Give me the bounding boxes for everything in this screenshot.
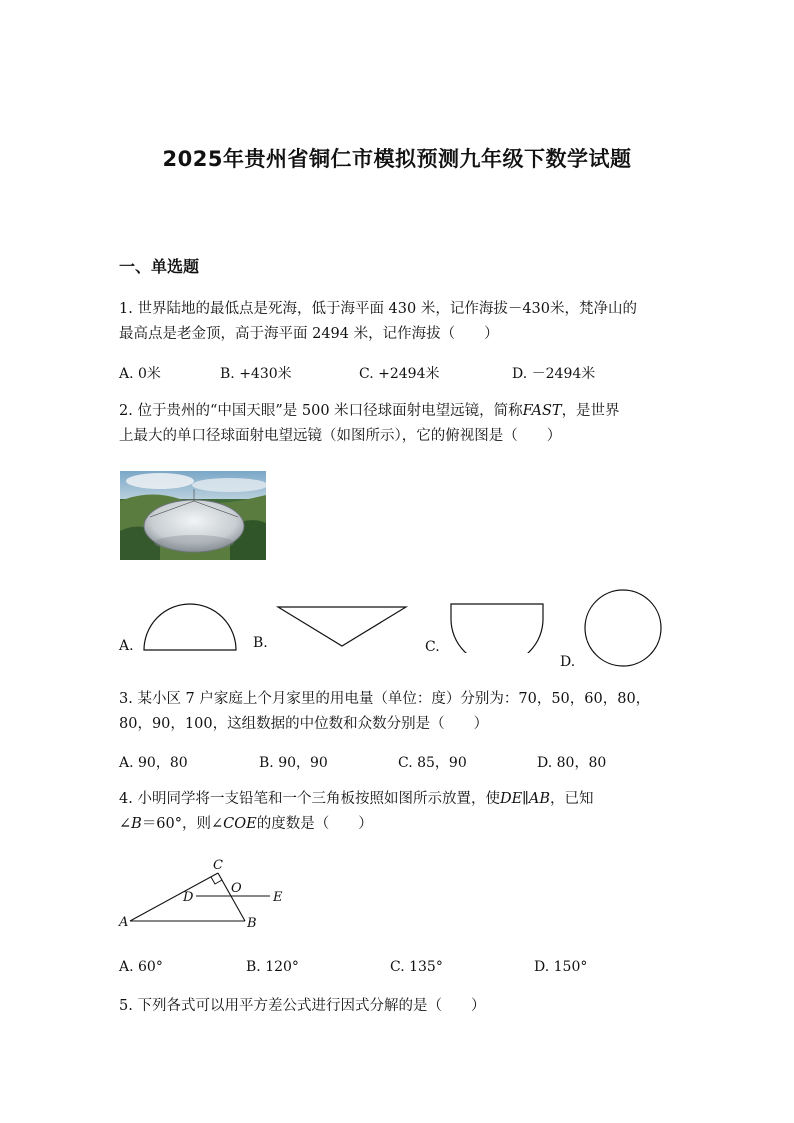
question-2-var-fast: FAST — [522, 403, 562, 419]
bowl-segment-figure — [447, 601, 547, 653]
question-4-line-2 — [119, 812, 373, 837]
question-2-text-a: 2. 位于贵州的“中国天眼”是 500 米口径球面射电望远镜，简称 — [119, 403, 523, 419]
question-2-line-2: 上最大的单口径球面射电望远镜（如图所示），它的俯视图是（ ） — [119, 428, 562, 444]
question-2-option-a: A. — [119, 638, 134, 654]
triangle-pencil-figure — [117, 856, 292, 930]
question-1-option-b: B. +430米 — [220, 366, 292, 382]
question-1-line-1: 1. 世界陆地的最低点是死海，低于海平面 430 米，记作海拔－430米，梵净山的 — [119, 301, 638, 317]
figure-label-e: E — [273, 890, 283, 905]
question-3-option-b: B. 90，90 — [259, 755, 328, 771]
page-title: 2025年贵州省铜仁市模拟预测九年级下数学试题 — [162, 147, 632, 171]
question-4-angle-symbol: ∠ — [119, 816, 132, 832]
question-4-option-a: A. 60° — [119, 959, 163, 975]
question-2-option-b: B. — [253, 635, 268, 651]
question-5-line-1: 5. 下列各式可以用平方差公式进行因式分解的是（ ） — [119, 998, 486, 1014]
question-3-option-c: C. 85，90 — [398, 755, 467, 771]
section-heading-single-choice: 一、单选题 — [119, 257, 200, 276]
semicircle-dome-figure — [140, 601, 240, 653]
question-1-line-2: 最高点是老金顶，高于海平面 2494 米，记作海拔（ ） — [119, 326, 499, 342]
question-2-option-d: D. — [560, 654, 576, 670]
question-4-line-1 — [119, 787, 594, 812]
inverted-triangle-figure — [275, 603, 409, 649]
question-1-option-c: C. +2494米 — [359, 366, 440, 382]
figure-label-b: B — [247, 916, 257, 930]
question-4-var-coe: COE — [223, 816, 257, 832]
question-3-line-1: 3. 某小区 7 户家庭上个月家里的用电量（单位：度）分别为：70，50，60，80， — [119, 691, 651, 707]
figure-label-c: C — [213, 858, 223, 873]
question-4-var-b: B — [131, 816, 142, 832]
question-2-option-c: C. — [425, 639, 440, 655]
question-3-option-d: D. 80，80 — [537, 755, 607, 771]
figure-label-a: A — [119, 915, 129, 930]
question-2-text-b: ，是世界 — [561, 403, 620, 419]
question-4-option-d: D. 150° — [534, 959, 588, 975]
question-4-option-b: B. 120° — [246, 959, 299, 975]
question-4-var-de-parallel-ab: DE∥AB — [499, 791, 550, 807]
question-3-line-2: 80，90，100，这组数据的中位数和众数分别是（ ） — [119, 716, 489, 732]
question-1-option-a: A. 0米 — [119, 366, 161, 382]
question-4-option-c: C. 135° — [390, 959, 443, 975]
question-4-text-a: 4. 小明同学将一支铅笔和一个三角板按照如图所示放置，使 — [119, 791, 500, 807]
question-4-text-c: ＝60°，则∠ — [141, 816, 224, 832]
fast-telescope-photo — [120, 471, 266, 560]
question-1-option-d: D. －2494米 — [512, 366, 596, 382]
question-2-line-1 — [119, 399, 620, 424]
figure-label-d: D — [183, 890, 194, 905]
question-4-text-b: ，已知 — [550, 791, 594, 807]
circle-figure — [582, 587, 664, 669]
question-4-text-d: 的度数是（ ） — [256, 816, 373, 832]
question-3-option-a: A. 90，80 — [119, 755, 188, 771]
figure-label-o: O — [231, 881, 242, 896]
